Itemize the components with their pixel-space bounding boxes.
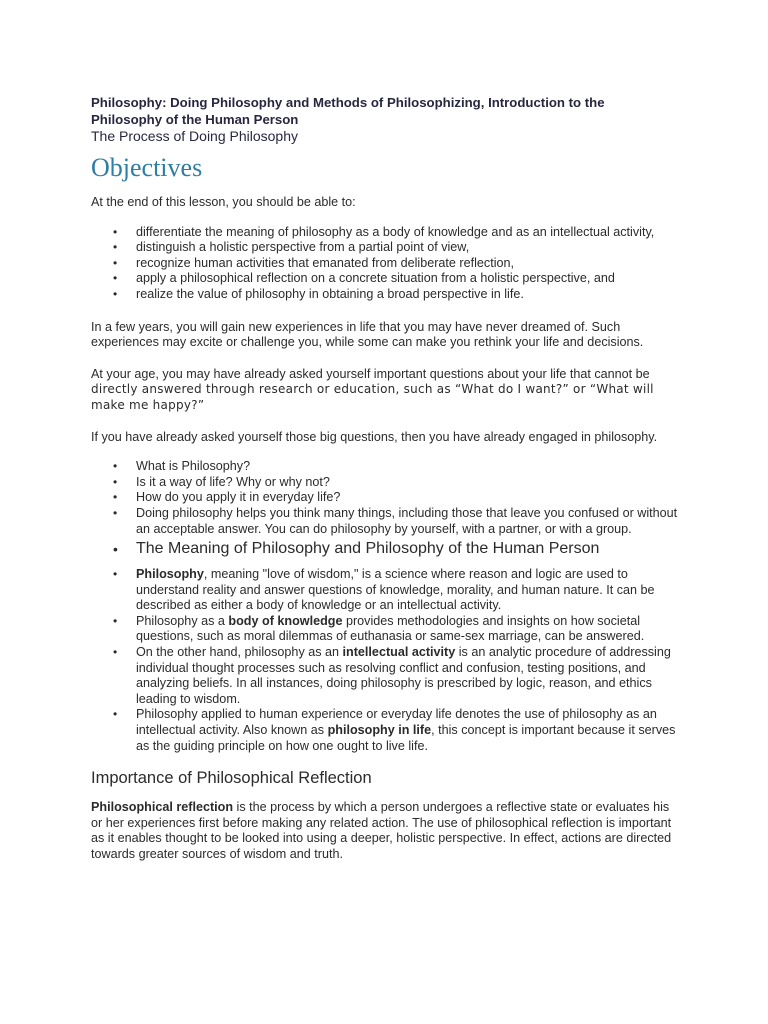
objective-item: • apply a philosophical reflection on a concrete situation from a holistic perspective, and — [91, 271, 678, 287]
definition-item — [91, 614, 678, 645]
reflection-text: is the process by which a person undergoes a reflective state or evaluates his or her experiences first before making any related action. The use of philosophical reflection is important as it enables thought to be looked into using a deeper, holistic perspective. In effect, actions are directed towards greater sources of wisdom and truth. — [91, 800, 672, 861]
definition-item — [91, 707, 678, 754]
definitions-list — [91, 567, 678, 754]
definition-term: body of knowledge — [228, 613, 343, 628]
definition-text-pre: Philosophy applied to human experience or everyday life denotes the use of philosophy as an intellectual activity. Also known as — [136, 707, 657, 738]
definition-text-pre: On the other hand, philosophy as an — [136, 645, 343, 660]
objective-item: • realize the value of philosophy in obtaining a broad perspective in life. — [91, 287, 678, 303]
definition-text: , meaning "love of wisdom," is a science where reason and logic are used to understand reality and answer questions of knowledge, morality, and human nature. It can be described as either a body of knowledge or an intellectual activity. — [136, 567, 655, 613]
definition-term: intellectual activity — [342, 645, 456, 660]
definition-term: Philosophy — [136, 567, 204, 582]
paragraph-big-questions-line1: At your age, you may have already asked yourself important questions about your life that cannot be — [91, 366, 650, 381]
objective-item: • recognize human activities that emanated from deliberate reflection, — [91, 256, 678, 272]
reflection-paragraph — [91, 800, 678, 862]
question-item: • How do you apply it in everyday life? — [91, 490, 678, 506]
paragraph-new-experiences: In a few years, you will gain new experiences in life that you may have never dreamed of. Such experiences may excite or challenge you, while some can make you rethink your life and decisions. — [91, 319, 644, 350]
importance-heading: Importance of Philosophical Reflection — [91, 769, 372, 788]
question-item: • Doing philosophy helps you think many things, including those that leave you confused or without an acceptable answer. You can do philosophy by yourself, with a partner, or with a group. — [91, 506, 678, 537]
questions-list — [91, 459, 678, 559]
definition-text: provides methodologies and insights on how societal questions, such as moral dilemmas of euthanasia or same-sex marriage, can be answered. — [136, 613, 645, 644]
objective-item: • distinguish a holistic perspective from a partial point of view, — [91, 240, 678, 256]
definition-text: , this concept is important because it serves as the guiding principle on how one ought to live life. — [136, 723, 676, 753]
question-item: • Is it a way of life? Why or why not? — [91, 475, 678, 491]
document-subtitle: The Process of Doing Philosophy — [91, 128, 298, 144]
paragraph-big-questions — [91, 367, 678, 414]
meaning-heading: • The Meaning of Philosophy and Philosophy of the Human Person — [91, 539, 678, 559]
objectives-heading: Objectives — [91, 153, 203, 182]
definition-item — [91, 567, 678, 614]
definition-text: is an analytic procedure of addressing individual thought processes such as resolving conflict and confusion, testing positions, and analyzing beliefs. In all instances, doing philosophy is prescribed by logic, reason, and ethics leading to wisdom. — [136, 645, 671, 706]
objectives-intro: At the end of this lesson, you should be able to: — [91, 195, 356, 209]
document-title: Philosophy: Doing Philosophy and Methods of Philosophizing, Introduction to the Philosophy of the Human Person — [91, 95, 605, 127]
paragraph-big-questions-line2: directly answered through research or education, such as “What do I want?” or “What will make me happy?” — [91, 382, 654, 412]
definition-text-pre: Philosophy as a — [136, 613, 229, 628]
question-item: • What is Philosophy? — [91, 459, 678, 475]
definition-term: philosophy in life — [327, 723, 432, 738]
paragraph-engaged-philosophy: If you have already asked yourself those big questions, then you have already engaged in philosophy. — [91, 429, 658, 444]
objective-item: • differentiate the meaning of philosophy as a body of knowledge and as an intellectual activity, — [91, 225, 678, 241]
reflection-term: Philosophical reflection — [91, 800, 234, 815]
objectives-list — [91, 225, 678, 303]
definition-item — [91, 645, 678, 707]
